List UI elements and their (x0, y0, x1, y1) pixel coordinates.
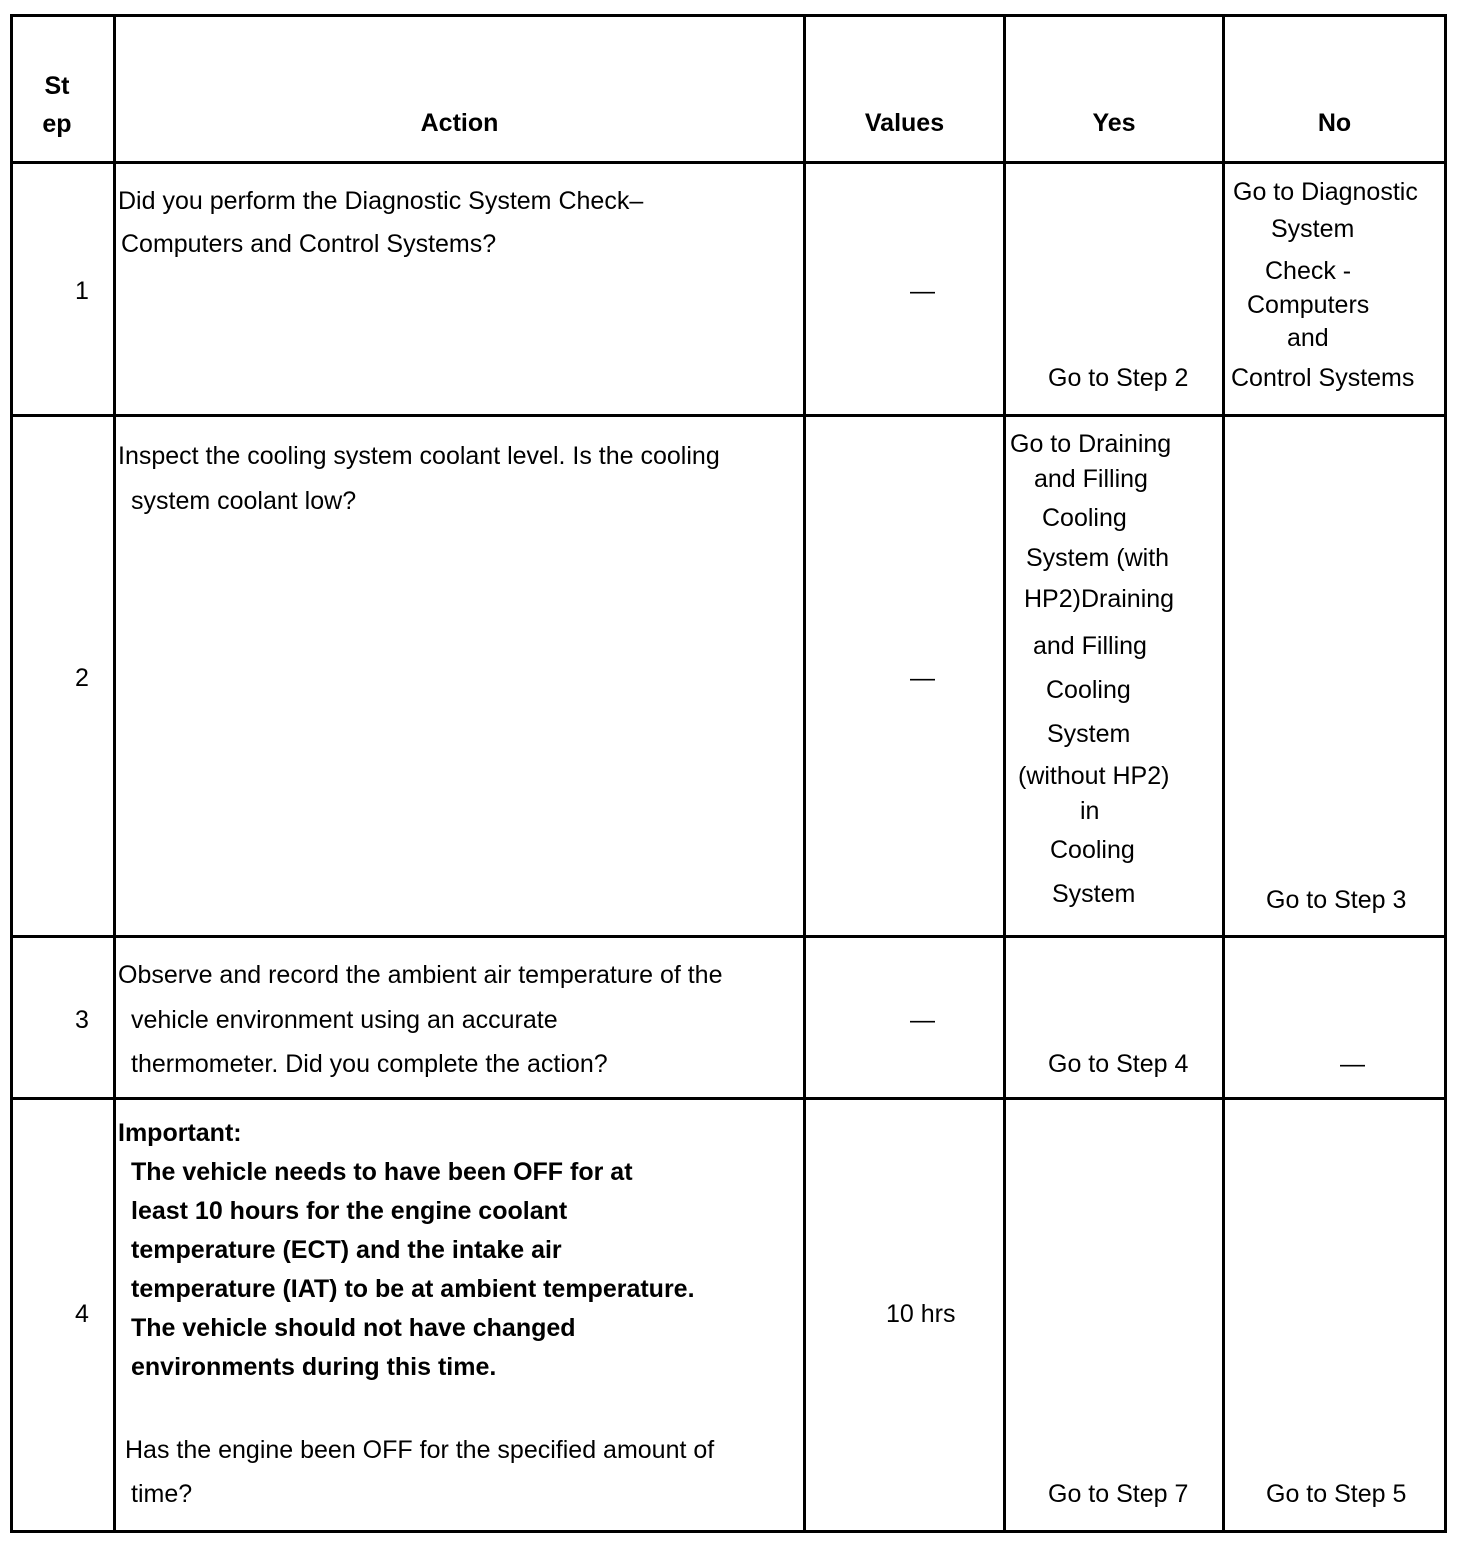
yes-link[interactable]: Cooling (1050, 836, 1135, 864)
no-cell (1224, 163, 1446, 416)
action-cell (115, 1099, 805, 1532)
important-line: temperature (IAT) to be at ambient temperature. (131, 1275, 695, 1303)
no-link[interactable]: Go to Diagnostic (1233, 178, 1418, 206)
table-row (12, 163, 1446, 416)
action-line: system coolant low? (131, 487, 357, 515)
values-text: — (910, 664, 935, 692)
action-line: Has the engine been OFF for the specified amount of (125, 1436, 715, 1464)
step-number: 3 (75, 1006, 89, 1034)
header-action: Action (115, 16, 805, 163)
action-cell (115, 416, 805, 937)
table-row (12, 416, 1446, 937)
yes-link[interactable]: and Filling (1034, 465, 1148, 493)
yes-cell (1005, 416, 1224, 937)
yes-link[interactable]: in (1080, 797, 1100, 825)
values-cell (805, 416, 1005, 937)
table-row (12, 1099, 1446, 1532)
yes-link[interactable]: HP2)Draining (1024, 585, 1175, 613)
action-line: thermometer. Did you complete the action? (131, 1050, 608, 1078)
step-cell (12, 163, 115, 416)
action-line: vehicle environment using an accurate (131, 1006, 558, 1034)
yes-link[interactable]: Go to Step 7 (1048, 1480, 1189, 1508)
header-yes: Yes (1005, 16, 1224, 163)
values-cell (805, 937, 1005, 1099)
yes-link[interactable]: Go to Step 2 (1048, 364, 1189, 392)
step-number: 2 (75, 664, 89, 692)
values-cell (805, 163, 1005, 416)
yes-link[interactable]: System (1047, 720, 1131, 748)
yes-link[interactable]: System (with (1026, 544, 1170, 572)
header-step-line: ep (42, 110, 72, 138)
important-line: environments during this time. (131, 1353, 497, 1381)
yes-link[interactable]: System (1052, 880, 1136, 908)
no-link[interactable]: Go to Step 5 (1266, 1480, 1407, 1508)
no-cell (1224, 416, 1446, 937)
step-cell (12, 416, 115, 937)
header-values: Values (805, 16, 1005, 163)
values-text: — (910, 277, 935, 305)
yes-link[interactable]: (without HP2) (1018, 762, 1170, 790)
action-cell (115, 163, 805, 416)
yes-cell (1005, 1099, 1224, 1532)
action-line: Observe and record the ambient air temperature of the (118, 961, 723, 989)
header-no: No (1224, 16, 1446, 163)
action-line: time? (131, 1480, 193, 1508)
yes-cell (1005, 937, 1224, 1099)
important-label: Important: (118, 1119, 242, 1147)
yes-link[interactable]: and Filling (1033, 632, 1147, 660)
no-link[interactable]: Control Systems (1231, 364, 1415, 392)
yes-link[interactable]: Go to Step 4 (1048, 1050, 1189, 1078)
no-link[interactable]: and (1287, 324, 1329, 352)
no-link[interactable]: Go to Step 3 (1266, 886, 1407, 914)
no-link[interactable]: Check - (1265, 257, 1352, 285)
step-cell (12, 1099, 115, 1532)
action-line: Inspect the cooling system coolant level. Is the cooling (118, 442, 720, 470)
yes-link[interactable]: Go to Draining (1010, 430, 1172, 458)
no-text: — (1340, 1050, 1365, 1078)
action-cell (115, 937, 805, 1099)
diagnostic-table (10, 14, 1447, 1533)
values-text: — (910, 1006, 935, 1034)
yes-link[interactable]: Cooling (1042, 504, 1127, 532)
yes-link[interactable]: Cooling (1046, 676, 1131, 704)
header-row (12, 16, 1446, 163)
action-line: Computers and Control Systems? (121, 230, 497, 258)
no-cell (1224, 937, 1446, 1099)
no-link[interactable]: System (1271, 215, 1355, 243)
values-text: 10 hrs (886, 1300, 956, 1328)
values-cell (805, 1099, 1005, 1532)
header-step-line: St (44, 72, 70, 100)
step-number: 1 (75, 277, 89, 305)
no-link[interactable]: Computers (1247, 291, 1370, 319)
important-line: The vehicle should not have changed (131, 1314, 576, 1342)
important-line: least 10 hours for the engine coolant (131, 1197, 568, 1225)
important-line: The vehicle needs to have been OFF for at (131, 1158, 633, 1186)
header-step (12, 16, 115, 163)
table-row (12, 937, 1446, 1099)
yes-cell (1005, 163, 1224, 416)
action-line: Did you perform the Diagnostic System Check– (118, 187, 644, 215)
step-cell (12, 937, 115, 1099)
step-number: 4 (75, 1300, 89, 1328)
no-cell (1224, 1099, 1446, 1532)
important-line: temperature (ECT) and the intake air (131, 1236, 562, 1264)
